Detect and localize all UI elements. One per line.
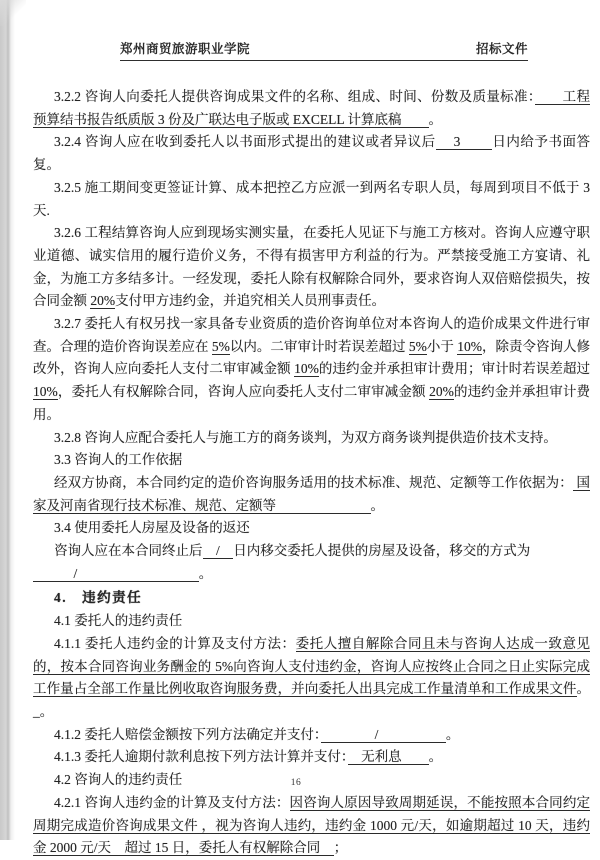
text-run: 4.1.1 委托人违约金的计算及支付方法： [54,635,296,651]
filled-blank: 委托人擅自解除合同且未与咨询人达成一致意见的，按本合同咨询业务酬金的 5%向咨询人支付违约金，咨询人应按终止合同之日止实际完成工作量占全部工作量比例收取咨询服务费，并向委托人出具完成工作量清单和工作成果文件 [33,635,591,697]
text-run: 。_。 [33,681,590,719]
filled-blank: 工程预算结书报告纸质版 3 份及广联达电子版或 EXCELL 计算底稿 [33,89,591,127]
filled-blank: 无利息 [347,749,429,765]
text-run: 3.2.7 委托人有权另找一家具备专业资质的造价咨询单位对本咨询人的造价成果文件进行审查。合理的造价咨询误差应在 [33,316,590,354]
scan-left-edge [0,0,16,840]
filled-blank: 国家及河南省现行技术标准、规范、定额等 [33,474,591,513]
paragraph [33,517,590,540]
text-run: 。 [370,497,384,513]
text-run: ，委托人有权解除合同，咨询人应向委托人支付二审审减金额 [57,384,430,400]
page-number: 16 [290,778,302,788]
filled-blank: 20% [429,384,454,400]
text-run: 的违约金并承担审计费用。 [33,384,591,422]
text-run: 日内给予书面答复。 [33,134,591,173]
paragraph [33,449,590,472]
text-run: 4.1.2 委托人赔偿金额按下列方法确定并支付： [54,726,321,742]
text-run: 3.2.2 咨询人向委托人提供咨询成果文件的名称、组成、时间、份数及质量标准： [54,89,535,104]
paragraph [33,86,590,131]
filled-blank: 20% [90,293,116,309]
text-run: 。 [198,565,213,581]
text-run: 咨询人应在本合同终止后 [54,543,203,559]
paragraph [33,633,590,724]
filled-blank: 5% [408,338,427,354]
text-run: ； [333,840,348,856]
section-heading [33,587,590,610]
text-run: 小于 [426,338,458,354]
filled-blank: / [33,565,199,581]
text-run: 。 [445,726,460,742]
paragraph [33,177,590,222]
text-run: 的违约金并承担审计费用；审计时若误差超过 [318,361,590,377]
text-run: 支付甲方违约金，并追究相关人员刑事责任。 [115,293,386,309]
document-page [33,0,591,856]
filled-blank: / [320,726,446,742]
filled-blank: 3 [435,134,493,150]
header-right-title: 招标文件 [475,42,528,56]
document-body [33,86,590,860]
paragraph [33,724,590,747]
text-run: 3.2.4 咨询人应在收到委托人以书面形式提出的建议或者异议后 [54,134,436,150]
text-run: 3.4 使用委托人房屋及设备的返还 [54,520,250,536]
paragraph [33,540,590,563]
paragraph [33,610,590,633]
filled-blank: 10% [457,338,482,354]
paragraph [33,131,590,176]
text-run: ，除责令咨询人修改外，咨询人应向委托人支付二审审减金额 [33,338,591,377]
text-run: 4. 违约责任 [54,590,143,606]
paragraph [33,563,590,586]
header-left-title: 郑州商贸旅游职业学院 [120,42,251,56]
text-run: 4.2 咨询人的违约责任 [54,772,183,788]
paragraph [33,313,590,427]
text-run: 3.2.5 施工期间变更签证计算、成本把控乙方应派一到两名专职人员，每周到项目不低于 3 天. [33,179,590,218]
text-run: 。 [428,749,443,765]
text-run: 日内移交委托人提供的房屋及设备，移交的方式为 [233,543,531,559]
text-run: 4.2.1 咨询人违约金的计算及支付方法： [54,794,290,810]
paragraph [33,792,590,860]
paragraph [33,472,590,517]
paragraph [33,222,590,313]
text-run: 。 [428,111,442,127]
scan-corner-shadow [0,0,26,26]
text-run: 经双方协商，本合同约定的造价咨询服务适用的技术标准、规范、定额等工作依据为： [54,474,573,490]
document-header [120,39,528,61]
filled-blank: 因咨询人原因导致周期延误，不能按照本合同约定周期完成造价咨询成果文件 ，视为咨询人违约，违约金 1000 元/天，如逾期超过 10 天，违约金 2000 元/天 超过 15 日，委托人有权解除合同 [33,794,591,856]
filled-blank: 5% [211,338,230,354]
text-run: 3.2.6 工程结算咨询人应到现场实测实量，在委托人见证下与施工方核对。咨询人应遵守职业道德、诚实信用的履行造价义务，不得有损害甲方利益的行为。严禁接受施工方宴请、礼金，为施工方多结多计。一经发现，委托人除有权解除合同外，要求咨询人双倍赔偿损失，按合同金额 [33,225,590,309]
text-run: 4.1.3 委托人逾期付款利息按下列方法计算并支付： [54,749,348,765]
paragraph [33,427,590,450]
filled-blank: 10% [33,384,58,400]
filled-blank: / [202,543,234,559]
text-run: 4.1 委托人的违约责任 [54,613,183,629]
text-run: 3.2.8 咨询人应配合委托人与施工方的商务谈判，为双方商务谈判提供造价技术支持。 [54,429,557,445]
text-run: 以内。二审审计时若误差超过 [229,338,409,354]
filled-blank: 10% [294,361,319,377]
paragraph [33,746,590,769]
text-run: 3.3 咨询人的工作依据 [54,452,183,468]
